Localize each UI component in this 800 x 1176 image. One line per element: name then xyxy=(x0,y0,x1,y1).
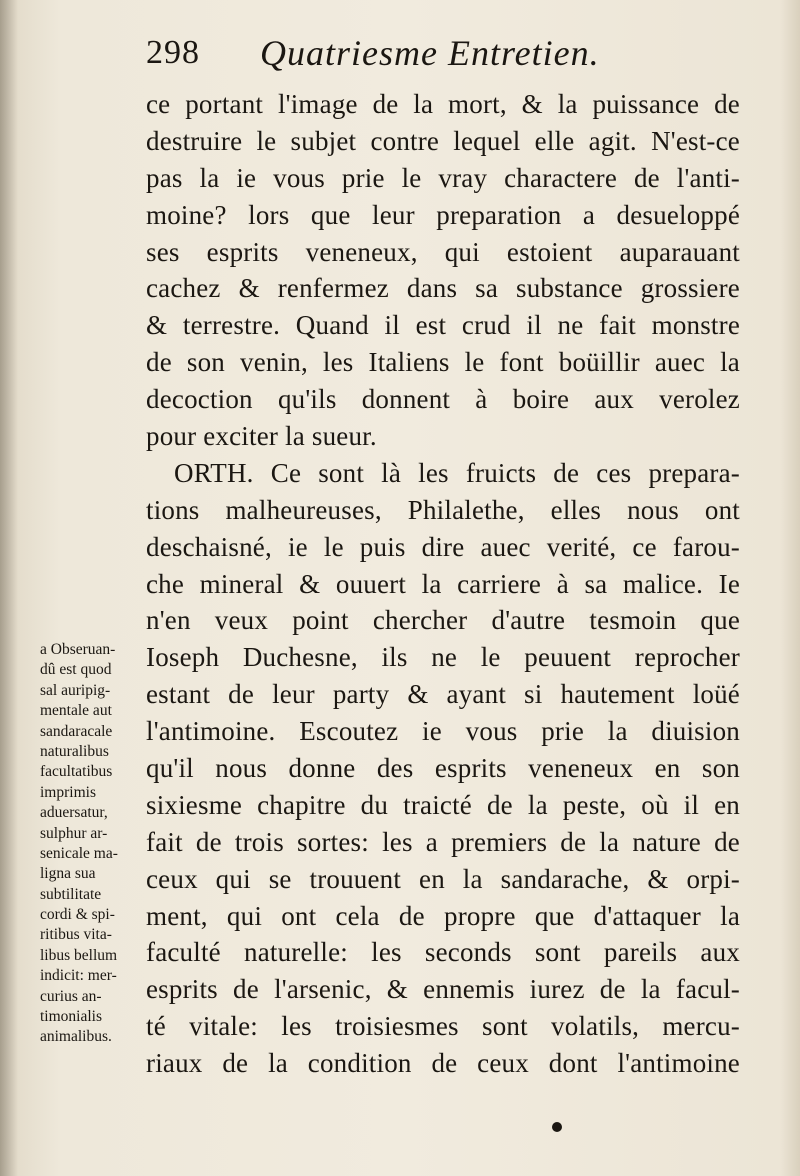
text-line: qu'il nous donne des esprits veneneux en son xyxy=(146,753,740,784)
text-line: de son venin, les Italiens le font boüillir auec la xyxy=(146,347,740,378)
text-line: fait de trois sortes: les a premiers de la nature de xyxy=(146,826,740,857)
note-line: sal auripig- xyxy=(40,681,111,699)
text-line: sixiesme chapitre du traicté de la peste, où il en xyxy=(146,789,740,820)
note-line: dû est quod xyxy=(40,661,112,679)
text-line: pour exciter la sueur. xyxy=(146,421,377,452)
note-line: sandaracale xyxy=(40,722,113,740)
text-line: Ioseph Duchesne, ils ne le peuuent reprocher xyxy=(146,642,740,673)
body-text xyxy=(146,86,740,1082)
text-line: riaux de la condition de ceux dont l'antimoine xyxy=(146,1048,740,1079)
text-line: esprits de l'arsenic, & ennemis iurez de la facul- xyxy=(146,974,740,1005)
note-line: sulphur ar- xyxy=(40,824,108,842)
note-line: timonialis xyxy=(40,1008,102,1026)
note-line: a Obseruan- xyxy=(40,641,116,658)
note-line: libus bellum xyxy=(40,946,118,964)
note-line: naturalibus xyxy=(40,742,109,760)
note-line: ritibus vita- xyxy=(40,926,112,944)
text-line: cachez & renfermez dans sa substance grossiere xyxy=(146,273,740,304)
note-line: ligna sua xyxy=(40,865,96,883)
note-line: facultatibus xyxy=(40,763,113,781)
text-line: ment, qui ont cela de propre que d'attaquer la xyxy=(146,900,740,931)
text-line: destruire le subjet contre lequel elle agit. N'est-ce xyxy=(146,125,740,156)
note-line: cordi & spi- xyxy=(40,906,115,924)
note-line: senicale ma- xyxy=(40,844,118,862)
text-line: deschaisné, ie le puis dire auec verité, ce farou- xyxy=(146,531,740,562)
text-line: tions malheureuses, Philalethe, elles nous ont xyxy=(146,494,740,525)
text-line: decoction qu'ils donnent à boire aux verolez xyxy=(146,384,740,415)
note-line: imprimis xyxy=(40,783,96,801)
text-line: estant de leur party & ayant si hautement loüé xyxy=(146,679,740,710)
text-line: faculté naturelle: les seconds sont pareils aux xyxy=(146,937,740,968)
note-line: animalibus. xyxy=(40,1028,112,1046)
text-line: té vitale: les troisiesmes sont volatils, mercu- xyxy=(146,1011,740,1042)
text-line: ceux qui se trouuent en la sandarache, & orpi- xyxy=(146,863,740,894)
page-number: 298 xyxy=(146,34,200,71)
text-line: ses esprits veneneux, qui estoient auparauant xyxy=(146,236,740,267)
ink-dot xyxy=(552,1122,562,1132)
marginal-note xyxy=(40,640,150,1048)
running-title: Quatriesme Entretien. xyxy=(260,33,600,73)
note-line: subtilitate xyxy=(40,885,102,903)
text-line: moine? lors que leur preparation a desueloppé xyxy=(146,199,740,230)
note-line: mentale aut xyxy=(40,702,112,720)
note-line: curius an- xyxy=(40,987,102,1005)
note-line: indicit: mer- xyxy=(40,967,117,985)
text-line: che mineral & ouuert la carriere à sa malice. Ie xyxy=(146,568,740,599)
text-line: & terrestre. Quand il est crud il ne fait monstre xyxy=(146,310,740,341)
text-line: n'en veux point chercher d'autre tesmoin que xyxy=(146,605,740,636)
gutter-shadow xyxy=(0,0,18,1176)
page-header xyxy=(140,30,740,80)
text-line: l'antimoine. Escoutez ie vous prie la diuision xyxy=(146,716,740,747)
text-line: ce portant l'image de la mort, & la puissance de xyxy=(146,89,740,119)
text-line: pas la ie vous prie le vray charactere de l'anti- xyxy=(146,162,740,193)
text-line: ORTH. Ce sont là les fruicts de ces prepara- xyxy=(174,457,740,488)
note-line: aduersatur, xyxy=(40,804,108,822)
